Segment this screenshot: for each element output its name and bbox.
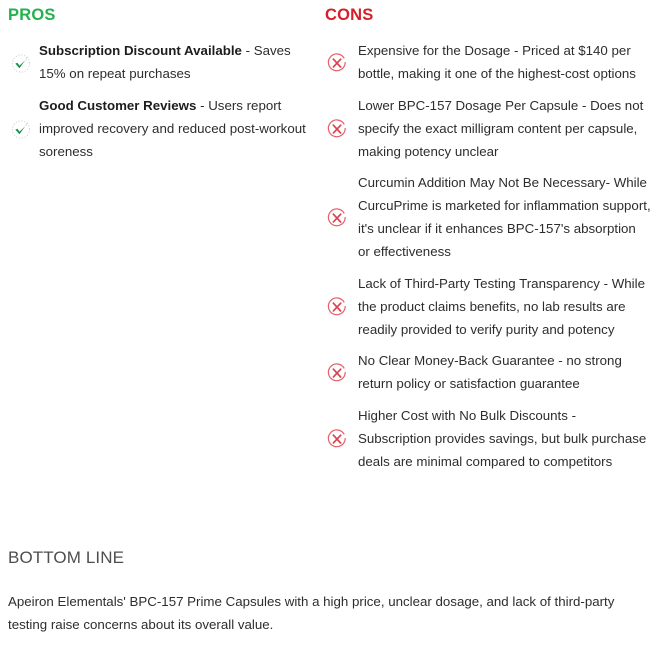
x-circle-icon — [325, 427, 349, 451]
con-item-detail: Higher Cost with No Bulk Discounts - Subscription provides savings, but bulk purchase deals are minimal compared to competitors — [358, 408, 647, 469]
con-item — [325, 40, 651, 86]
x-circle-icon — [325, 206, 349, 230]
check-circle-icon — [8, 116, 34, 142]
con-item-detail: Curcumin Addition May Not Be Necessary- While CurcuPrime is marketed for inflammation support, it's unclear if it enhances BPC-157's absorption or effectiveness — [358, 175, 651, 260]
con-item-detail: Expensive for the Dosage - Priced at $140 per bottle, making it one of the highest-cost options — [358, 43, 636, 81]
cons-column — [325, 6, 655, 483]
x-circle-icon — [325, 117, 349, 141]
pro-item-detail: - Users report improved recovery and reduced post-workout soreness — [39, 97, 306, 159]
x-circle-icon — [325, 51, 349, 75]
con-item — [325, 95, 651, 164]
pro-item-text — [39, 95, 315, 164]
con-item-text — [358, 350, 651, 396]
con-item-detail: No Clear Money-Back Guarantee - no strong return policy or satisfaction guarantee — [358, 353, 622, 392]
x-circle-icon — [325, 295, 349, 319]
con-item-text — [358, 273, 651, 342]
con-item-text — [358, 40, 651, 86]
pro-item — [8, 95, 315, 164]
con-item — [325, 273, 651, 342]
pros-heading: PROS — [8, 6, 56, 24]
pro-item — [8, 40, 315, 86]
check-circle-icon — [8, 50, 34, 76]
cons-heading: CONS — [325, 6, 374, 24]
con-item — [325, 405, 651, 474]
con-item-detail: Lower BPC-157 Dosage Per Capsule - Does not specify the exact milligram content per capsule, making potency unclear — [358, 97, 644, 159]
con-item-detail: Lack of Third-Party Testing Transparency - While the product claims benefits, no lab results are readily provided to verify purity and potency — [358, 275, 645, 337]
con-item-text — [358, 172, 651, 263]
pro-item-detail: - Saves 15% on repeat purchases — [39, 43, 291, 81]
cons-list — [325, 40, 651, 474]
con-item — [325, 172, 651, 263]
con-item — [325, 350, 651, 396]
con-item-text — [358, 95, 651, 164]
bottom-line-body: Apeiron Elementals' BPC-157 Prime Capsules with a high price, unclear dosage, and lack of third-party testing raise concerns about its overall value. — [8, 593, 615, 633]
pros-column — [0, 6, 325, 483]
pro-item-lead: Subscription Discount Available — [39, 43, 242, 59]
bottom-line-heading: BOTTOM LINE — [8, 548, 125, 567]
pros-list — [8, 40, 315, 163]
bottom-line-section — [0, 548, 655, 637]
pro-item-lead: Good Customer Reviews — [39, 97, 197, 113]
pro-item-text — [39, 40, 315, 86]
con-item-text — [358, 405, 651, 474]
x-circle-icon — [325, 361, 349, 385]
